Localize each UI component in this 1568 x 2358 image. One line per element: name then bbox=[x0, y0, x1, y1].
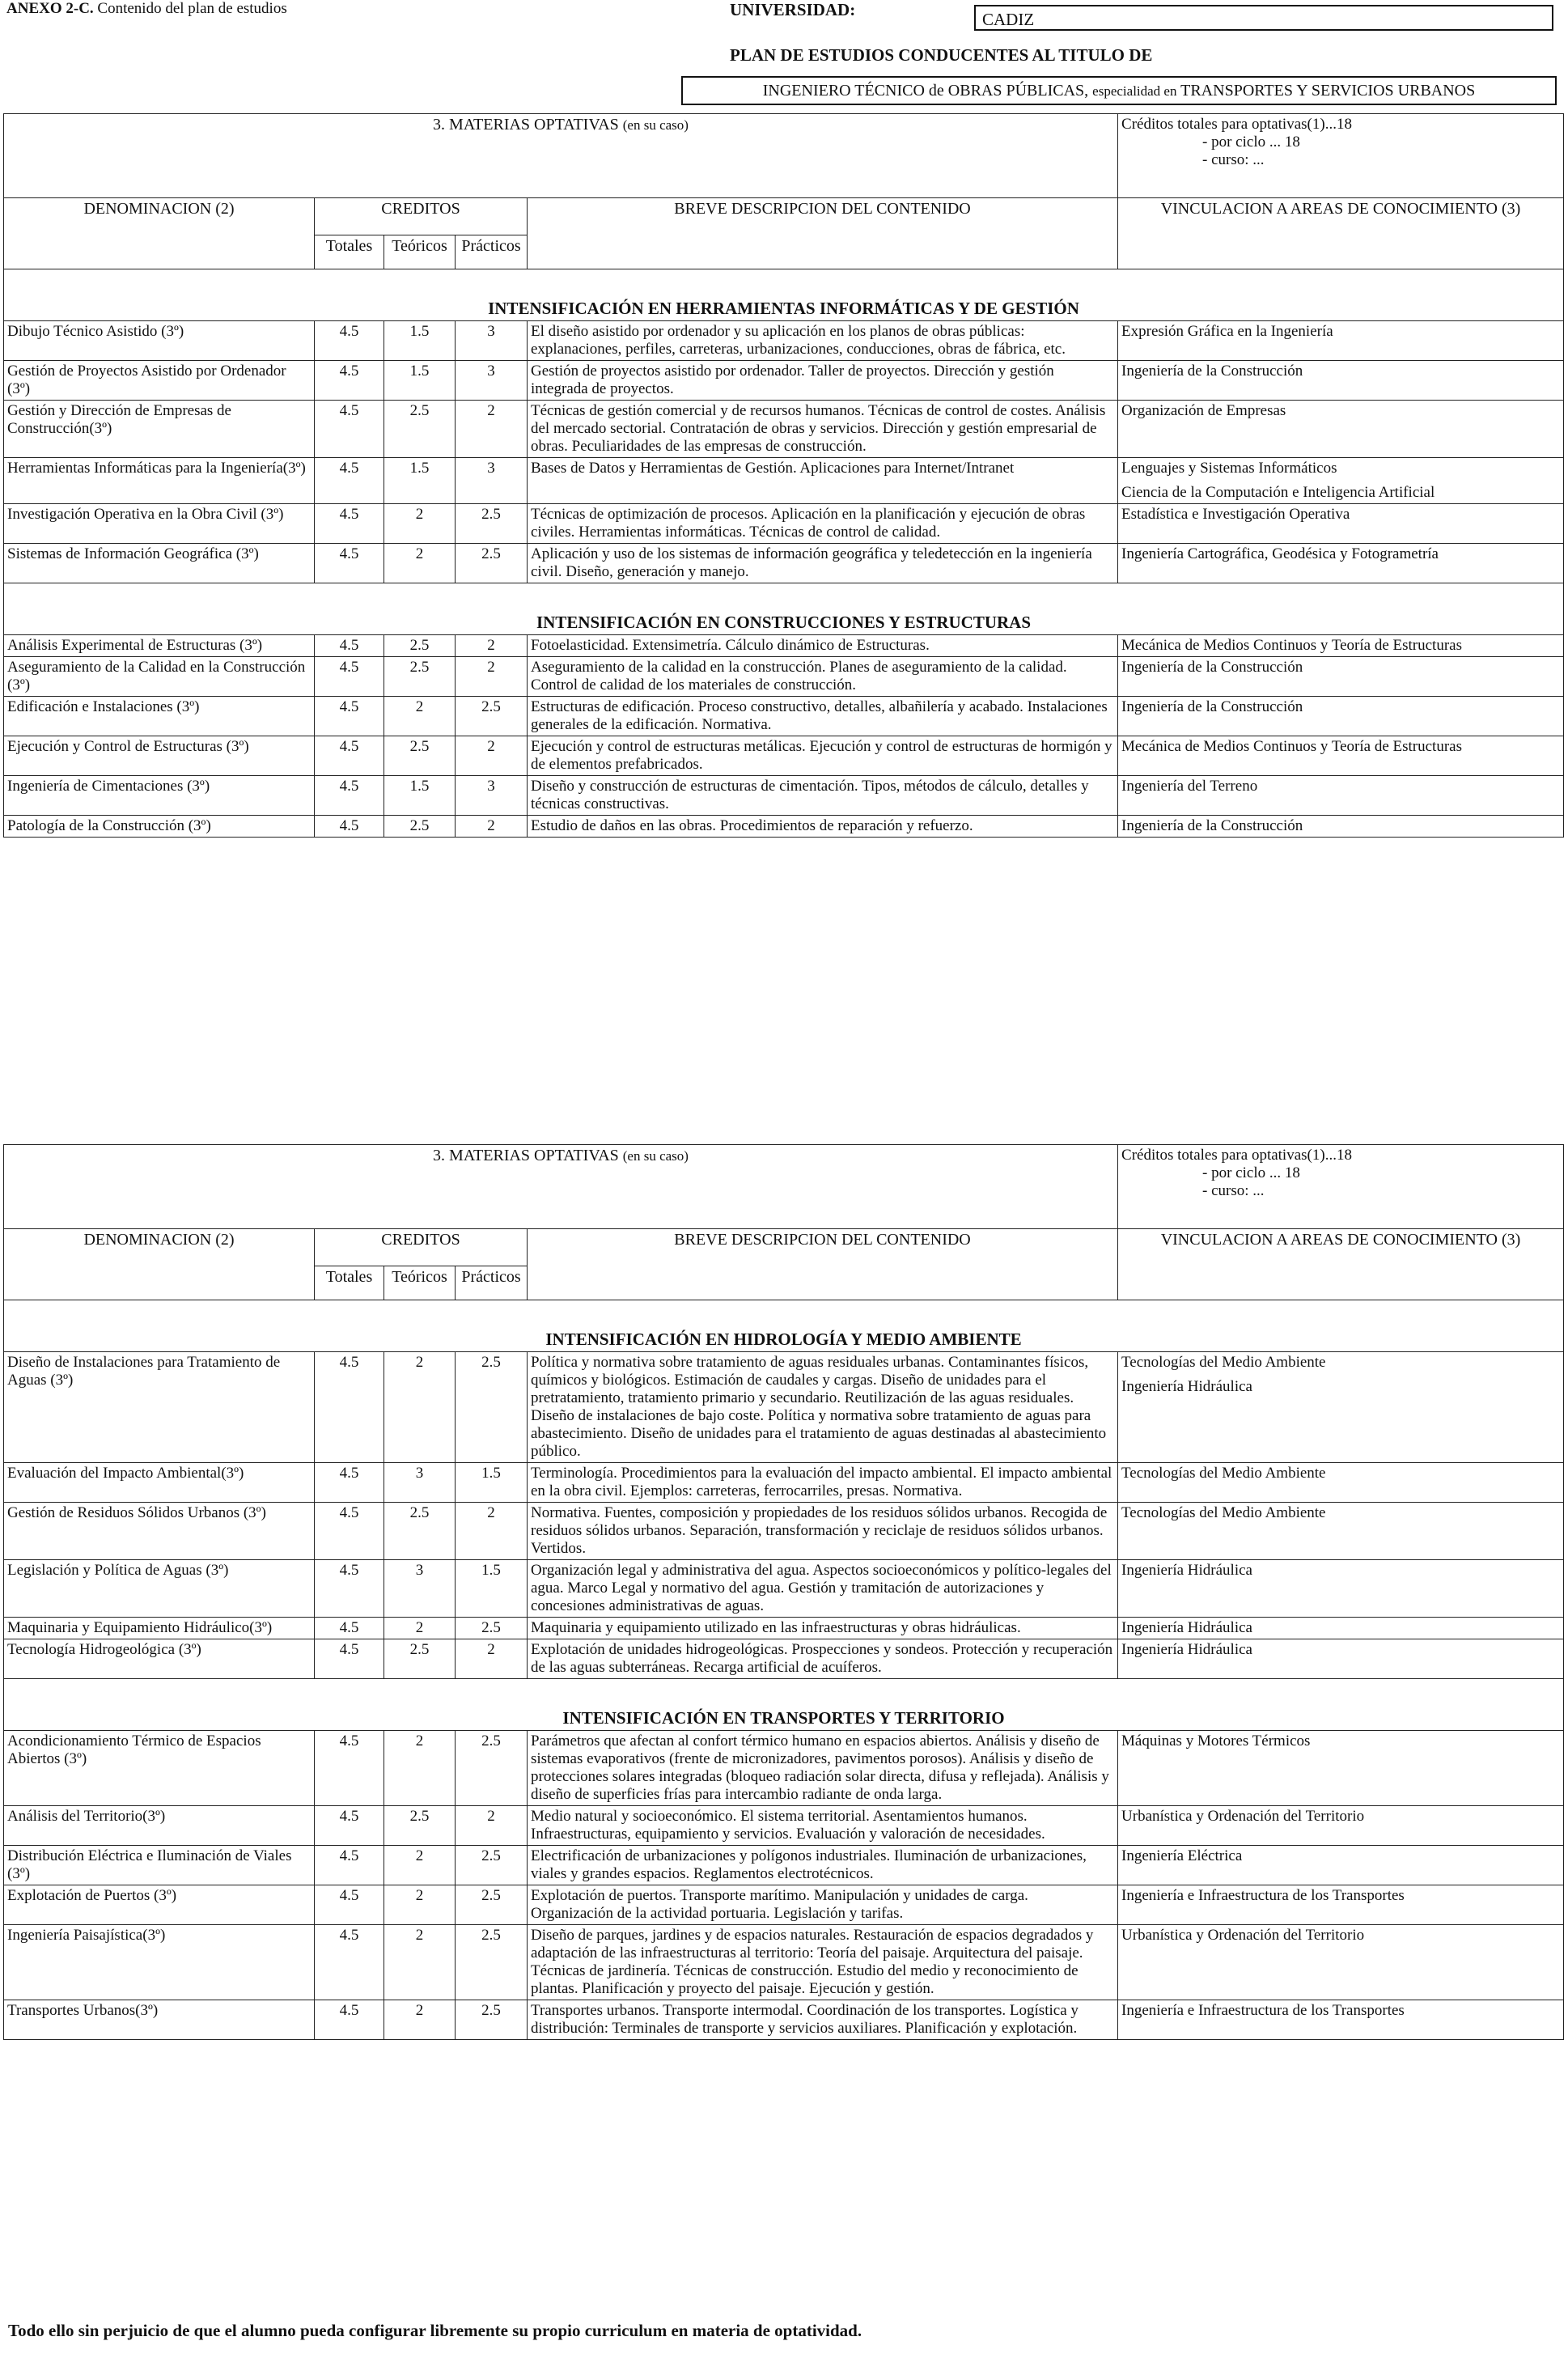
credits-practicos: 3 bbox=[456, 361, 528, 401]
subject-description: Estudio de daños en las obras. Procedimientos de reparación y refuerzo. bbox=[528, 816, 1118, 838]
knowledge-area-cell bbox=[1118, 361, 1564, 401]
knowledge-area-cell bbox=[1118, 1925, 1564, 2000]
subject-description: Diseño de parques, jardines y de espacios naturales. Restauración de espacios degradados y adaptación de las infraestructuras al territorio: Teoría del paisaje. Arquitectura del paisaje. Técnicas de jardinería. Técnicas de construcción. Estudio del medio y reconocimiento de plantas. Planificación y proyecto del paisaje. Ejecución y gestión. bbox=[528, 1925, 1118, 2000]
subject-description: Política y normativa sobre tratamiento de aguas residuales urbanas. Contaminantes físicos, químicos y biológicos. Estimación de caudales y cargas. Diseño de unidades para el pretratamiento, tratamiento primario y secundario. Reutilización de las aguas residuales. Diseño de instalaciones de bajo coste. Política y normativa sobre tratamiento de aguas para abastecimiento. Diseño de unidades para el tratamiento de aguas destinadas al abastecimiento público. bbox=[528, 1352, 1118, 1463]
knowledge-area: Ingeniería del Terreno bbox=[1121, 778, 1258, 795]
knowledge-area: Lenguajes y Sistemas Informáticos bbox=[1121, 460, 1337, 477]
knowledge-area: Mecánica de Medios Continuos y Teoría de Estructuras bbox=[1121, 738, 1462, 755]
credits-totales: 4.5 bbox=[315, 1560, 384, 1618]
credits-practicos: 2 bbox=[456, 635, 528, 657]
col-creditos: CREDITOS bbox=[315, 1229, 528, 1266]
knowledge-area: Ingeniería Eléctrica bbox=[1121, 1847, 1243, 1864]
knowledge-area: Ingeniería Hidráulica bbox=[1121, 1562, 1252, 1579]
subject-description: Aseguramiento de la calidad en la construcción. Planes de aseguramiento de la calidad. Control de calidad de los materiales de construcción. bbox=[528, 657, 1118, 697]
subject-description: Técnicas de gestión comercial y de recursos humanos. Técnicas de control de costes. Análisis del mercado sectorial. Contratación de obras y servicios. Dirección y gestión empresarial de obras. Peculiaridades de las empresas de construcción. bbox=[528, 401, 1118, 458]
credits-info-cell bbox=[1118, 1145, 1564, 1229]
credits-practicos: 2.5 bbox=[456, 2000, 528, 2040]
knowledge-area: Máquinas y Motores Térmicos bbox=[1121, 1732, 1311, 1749]
subject-description: Medio natural y socioeconómico. El sistema territorial. Asentamientos humanos. Infraestructuras, equipamiento y servicios. Evaluación y valoración de necesidades. bbox=[528, 1806, 1118, 1846]
col-creditos: CREDITOS bbox=[315, 198, 528, 235]
subject-name: Edificación e Instalaciones (3º) bbox=[4, 697, 315, 736]
knowledge-area: Estadística e Investigación Operativa bbox=[1121, 506, 1350, 523]
university-value: CADIZ bbox=[982, 10, 1035, 29]
credits-totales: 4.5 bbox=[315, 657, 384, 697]
credits-totales: 4.5 bbox=[315, 1639, 384, 1679]
credits-practicos: 2 bbox=[456, 736, 528, 776]
credits-teoricos: 2 bbox=[384, 2000, 456, 2040]
credits-teoricos: 2.5 bbox=[384, 401, 456, 458]
credits-totales: 4.5 bbox=[315, 697, 384, 736]
annex-subtitle: Contenido del plan de estudios bbox=[97, 0, 287, 17]
knowledge-area-cell bbox=[1118, 635, 1564, 657]
section-heading: INTENSIFICACIÓN EN HIDROLOGÍA Y MEDIO AMBIENTE bbox=[4, 1300, 1564, 1352]
knowledge-area-cell bbox=[1118, 1731, 1564, 1806]
subject-name: Maquinaria y Equipamiento Hidráulico(3º) bbox=[4, 1618, 315, 1639]
knowledge-area: Organización de Empresas bbox=[1121, 402, 1286, 419]
knowledge-area-cell bbox=[1118, 2000, 1564, 2040]
credits-course: - curso: ... bbox=[1202, 151, 1265, 168]
credits-teoricos: 2 bbox=[384, 1618, 456, 1639]
subject-name: Análisis del Territorio(3º) bbox=[4, 1806, 315, 1846]
subject-name: Análisis Experimental de Estructuras (3º) bbox=[4, 635, 315, 657]
credits-totales: 4.5 bbox=[315, 1463, 384, 1503]
knowledge-area: Ingeniería Hidráulica bbox=[1121, 1641, 1252, 1658]
col-teoricos: Teóricos bbox=[384, 1266, 456, 1300]
credits-totales: 4.5 bbox=[315, 1925, 384, 2000]
subject-description: Parámetros que afectan al confort térmico humano en espacios abiertos. Análisis y diseño de sistemas evaporativos (frente de micronizadores, pavimentos porosos). Análisis y diseño de protecciones solares integradas (bloqueo radiación solar directa, difusa y reflejada). Análisis y diseño de superficies frías para intercambio radiante de onda larga. bbox=[528, 1731, 1118, 1806]
table-row bbox=[4, 1560, 1564, 1618]
credits-practicos: 2.5 bbox=[456, 697, 528, 736]
subject-description: Explotación de unidades hidrogeológicas. Prospecciones y sondeos. Protección y recuperación de las aguas subterráneas. Recarga artificial de acuíferos. bbox=[528, 1639, 1118, 1679]
credits-practicos: 2 bbox=[456, 401, 528, 458]
subject-name: Legislación y Política de Aguas (3º) bbox=[4, 1560, 315, 1618]
credits-practicos: 2 bbox=[456, 1639, 528, 1679]
subject-description: Gestión de proyectos asistido por ordenador. Taller de proyectos. Dirección y gestión integrada de proyectos. bbox=[528, 361, 1118, 401]
subject-name: Investigación Operativa en la Obra Civil (3º) bbox=[4, 504, 315, 544]
col-practicos: Prácticos bbox=[456, 235, 528, 269]
subject-description: Bases de Datos y Herramientas de Gestión. Aplicaciones para Internet/Intranet bbox=[528, 458, 1118, 504]
credits-teoricos: 2.5 bbox=[384, 657, 456, 697]
subject-name: Aseguramiento de la Calidad en la Construcción (3º) bbox=[4, 657, 315, 697]
table-row bbox=[4, 635, 1564, 657]
section-heading: INTENSIFICACIÓN EN TRANSPORTES Y TERRITORIO bbox=[4, 1679, 1564, 1731]
knowledge-area-cell bbox=[1118, 1463, 1564, 1503]
credits-totales: 4.5 bbox=[315, 736, 384, 776]
credits-practicos: 2.5 bbox=[456, 1731, 528, 1806]
subject-description: Transportes urbanos. Transporte intermodal. Coordinación de los transportes. Logística y distribución: Terminales de transporte y servicios auxiliares. Planificación y explotación. bbox=[528, 2000, 1118, 2040]
table-row bbox=[4, 2000, 1564, 2040]
subject-description: Terminología. Procedimientos para la evaluación del impacto ambiental. El impacto ambiental en la obra civil. Ejemplos: carreteras, ferrocarriles, presas. Normativa. bbox=[528, 1463, 1118, 1503]
subject-name: Tecnología Hidrogeológica (3º) bbox=[4, 1639, 315, 1679]
credits-teoricos: 2 bbox=[384, 544, 456, 583]
credits-totales: 4.5 bbox=[315, 1846, 384, 1885]
knowledge-area-cell bbox=[1118, 657, 1564, 697]
credits-totales: 4.5 bbox=[315, 1618, 384, 1639]
knowledge-area: Ingeniería de la Construcción bbox=[1121, 363, 1303, 380]
table-row bbox=[4, 1885, 1564, 1925]
credits-totales: 4.5 bbox=[315, 544, 384, 583]
degree-spec: especialidad en bbox=[1092, 83, 1177, 99]
credits-course: - curso: ... bbox=[1202, 1182, 1265, 1199]
knowledge-area: Tecnologías del Medio Ambiente bbox=[1121, 1504, 1326, 1521]
credits-teoricos: 2 bbox=[384, 1846, 456, 1885]
knowledge-area-cell bbox=[1118, 1352, 1564, 1463]
table-row bbox=[4, 1806, 1564, 1846]
credits-totales: 4.5 bbox=[315, 1352, 384, 1463]
credits-practicos: 3 bbox=[456, 321, 528, 361]
subject-description: Electrificación de urbanizaciones y polígonos industriales. Iluminación de urbanizaciones, viales y grandes espacios. Reglamentos electrotécnicos. bbox=[528, 1846, 1118, 1885]
credits-teoricos: 2.5 bbox=[384, 635, 456, 657]
credits-teoricos: 2.5 bbox=[384, 1503, 456, 1560]
subject-name: Gestión de Residuos Sólidos Urbanos (3º) bbox=[4, 1503, 315, 1560]
section-title: 3. MATERIAS OPTATIVAS bbox=[433, 116, 619, 134]
credits-totales: 4.5 bbox=[315, 401, 384, 458]
knowledge-area: Tecnologías del Medio Ambiente bbox=[1121, 1465, 1326, 1482]
knowledge-area-cell bbox=[1118, 1806, 1564, 1846]
subject-name: Distribución Eléctrica e Iluminación de Viales (3º) bbox=[4, 1846, 315, 1885]
col-totales: Totales bbox=[315, 1266, 384, 1300]
section-heading: INTENSIFICACIÓN EN HERRAMIENTAS INFORMÁTICAS Y DE GESTIÓN bbox=[4, 269, 1564, 321]
credits-practicos: 2 bbox=[456, 1503, 528, 1560]
knowledge-area-cell bbox=[1118, 736, 1564, 776]
credits-teoricos: 2 bbox=[384, 697, 456, 736]
subject-name: Herramientas Informáticas para la Ingeniería(3º) bbox=[4, 458, 315, 504]
knowledge-area: Urbanística y Ordenación del Territorio bbox=[1121, 1927, 1365, 1944]
optativas-table-2 bbox=[3, 1144, 1564, 2040]
table-row bbox=[4, 1846, 1564, 1885]
knowledge-area-cell bbox=[1118, 1846, 1564, 1885]
subject-description: Maquinaria y equipamiento utilizado en las infraestructuras y obras hidráulicas. bbox=[528, 1618, 1118, 1639]
credits-practicos: 3 bbox=[456, 458, 528, 504]
credits-total: Créditos totales para optativas(1)...18 bbox=[1121, 1147, 1352, 1164]
credits-total: Créditos totales para optativas(1)...18 bbox=[1121, 116, 1352, 133]
credits-info-cell bbox=[1118, 114, 1564, 198]
table-row bbox=[4, 1731, 1564, 1806]
table-block-1 bbox=[3, 113, 1563, 838]
knowledge-area-cell bbox=[1118, 504, 1564, 544]
credits-practicos: 2.5 bbox=[456, 1885, 528, 1925]
university-value-box bbox=[974, 5, 1553, 31]
table-row bbox=[4, 776, 1564, 816]
col-denominacion: DENOMINACION (2) bbox=[4, 198, 315, 269]
credits-teoricos: 2 bbox=[384, 1885, 456, 1925]
knowledge-area-cell bbox=[1118, 1503, 1564, 1560]
table-row bbox=[4, 1352, 1564, 1463]
knowledge-area: Mecánica de Medios Continuos y Teoría de Estructuras bbox=[1121, 637, 1462, 654]
knowledge-area-cell bbox=[1118, 1885, 1564, 1925]
credits-teoricos: 3 bbox=[384, 1560, 456, 1618]
credits-teoricos: 2.5 bbox=[384, 736, 456, 776]
table-row bbox=[4, 544, 1564, 583]
subject-description: Técnicas de optimización de procesos. Aplicación en la planificación y ejecución de obras civiles. Herramientas informáticas. Técnicas de control de calidad. bbox=[528, 504, 1118, 544]
section-row bbox=[4, 583, 1564, 635]
credits-practicos: 2.5 bbox=[456, 544, 528, 583]
credits-practicos: 2.5 bbox=[456, 1352, 528, 1463]
credits-teoricos: 2 bbox=[384, 1731, 456, 1806]
credits-totales: 4.5 bbox=[315, 635, 384, 657]
table-row bbox=[4, 1925, 1564, 2000]
knowledge-area-cell bbox=[1118, 1639, 1564, 1679]
credits-totales: 4.5 bbox=[315, 2000, 384, 2040]
credits-practicos: 2.5 bbox=[456, 504, 528, 544]
subject-description: Ejecución y control de estructuras metálicas. Ejecución y control de estructuras de hormigón y de elementos prefabricados. bbox=[528, 736, 1118, 776]
subject-name: Ingeniería de Cimentaciones (3º) bbox=[4, 776, 315, 816]
subject-description: Fotoelasticidad. Extensimetría. Cálculo dinámico de Estructuras. bbox=[528, 635, 1118, 657]
plan-title: PLAN DE ESTUDIOS CONDUCENTES AL TITULO DE bbox=[730, 45, 1153, 65]
section-title-note: (en su caso) bbox=[622, 117, 689, 133]
section-row bbox=[4, 269, 1564, 321]
credits-practicos: 2.5 bbox=[456, 1925, 528, 2000]
credits-totales: 4.5 bbox=[315, 458, 384, 504]
table-row bbox=[4, 736, 1564, 776]
section-title-note: (en su caso) bbox=[622, 1148, 689, 1164]
credits-teoricos: 2.5 bbox=[384, 816, 456, 838]
credits-teoricos: 1.5 bbox=[384, 321, 456, 361]
knowledge-area: Ingeniería e Infraestructura de los Transportes bbox=[1121, 2002, 1405, 2019]
credits-practicos: 1.5 bbox=[456, 1560, 528, 1618]
section-title-cell bbox=[4, 114, 1118, 198]
degree-main: INGENIERO TÉCNICO de OBRAS PÚBLICAS, bbox=[762, 82, 1089, 100]
subject-name: Ejecución y Control de Estructuras (3º) bbox=[4, 736, 315, 776]
table-row bbox=[4, 697, 1564, 736]
knowledge-area: Ingeniería e Infraestructura de los Transportes bbox=[1121, 1887, 1405, 1904]
knowledge-area-cell bbox=[1118, 816, 1564, 838]
credits-totales: 4.5 bbox=[315, 1806, 384, 1846]
credits-practicos: 2 bbox=[456, 816, 528, 838]
credits-totales: 4.5 bbox=[315, 1885, 384, 1925]
table-row bbox=[4, 1618, 1564, 1639]
credits-teoricos: 1.5 bbox=[384, 776, 456, 816]
knowledge-area: Expresión Gráfica en la Ingeniería bbox=[1121, 323, 1333, 340]
section-title: 3. MATERIAS OPTATIVAS bbox=[433, 1147, 619, 1164]
subject-name: Patología de la Construcción (3º) bbox=[4, 816, 315, 838]
knowledge-area: Ingeniería de la Construcción bbox=[1121, 659, 1303, 676]
subject-name: Evaluación del Impacto Ambiental(3º) bbox=[4, 1463, 315, 1503]
optativas-table-1 bbox=[3, 113, 1564, 838]
credits-teoricos: 2 bbox=[384, 504, 456, 544]
subject-name: Sistemas de Información Geográfica (3º) bbox=[4, 544, 315, 583]
credits-cycle: - por ciclo ... 18 bbox=[1202, 134, 1300, 151]
credits-cycle: - por ciclo ... 18 bbox=[1202, 1164, 1300, 1181]
credits-teoricos: 1.5 bbox=[384, 458, 456, 504]
table-row bbox=[4, 321, 1564, 361]
subject-name: Gestión de Proyectos Asistido por Ordenador (3º) bbox=[4, 361, 315, 401]
subject-name: Dibujo Técnico Asistido (3º) bbox=[4, 321, 315, 361]
degree-title-box bbox=[681, 76, 1557, 105]
col-teoricos: Teóricos bbox=[384, 235, 456, 269]
knowledge-area-cell bbox=[1118, 1618, 1564, 1639]
credits-totales: 4.5 bbox=[315, 776, 384, 816]
credits-practicos: 2 bbox=[456, 657, 528, 697]
credits-totales: 4.5 bbox=[315, 361, 384, 401]
table-body-1 bbox=[4, 269, 1564, 838]
subject-name: Diseño de Instalaciones para Tratamiento de Aguas (3º) bbox=[4, 1352, 315, 1463]
degree-tail: TRANSPORTES Y SERVICIOS URBANOS bbox=[1180, 82, 1476, 100]
annex-number: ANEXO 2-C. bbox=[6, 0, 94, 17]
credits-totales: 4.5 bbox=[315, 321, 384, 361]
section-title-cell bbox=[4, 1145, 1118, 1229]
credits-teoricos: 2.5 bbox=[384, 1639, 456, 1679]
table-header bbox=[4, 114, 1564, 269]
credits-totales: 4.5 bbox=[315, 816, 384, 838]
annex-heading bbox=[6, 0, 287, 18]
knowledge-area-secondary: Ingeniería Hidráulica bbox=[1121, 1378, 1252, 1395]
col-vinculacion: VINCULACION A AREAS DE CONOCIMIENTO (3) bbox=[1118, 1229, 1564, 1300]
knowledge-area: Ingeniería de la Construcción bbox=[1121, 817, 1303, 834]
credits-totales: 4.5 bbox=[315, 504, 384, 544]
table-row bbox=[4, 504, 1564, 544]
table-row bbox=[4, 401, 1564, 458]
section-row bbox=[4, 1300, 1564, 1352]
subject-description: Diseño y construcción de estructuras de cimentación. Tipos, métodos de cálculo, detalles y técnicas constructivas. bbox=[528, 776, 1118, 816]
credits-teoricos: 3 bbox=[384, 1463, 456, 1503]
knowledge-area: Ingeniería Cartográfica, Geodésica y Fotogrametría bbox=[1121, 545, 1439, 562]
table-row bbox=[4, 1463, 1564, 1503]
table-row bbox=[4, 1503, 1564, 1560]
knowledge-area: Ingeniería Hidráulica bbox=[1121, 1619, 1252, 1636]
subject-name: Acondicionamiento Térmico de Espacios Abiertos (3º) bbox=[4, 1731, 315, 1806]
knowledge-area-cell bbox=[1118, 1560, 1564, 1618]
subject-name: Ingeniería Paisajística(3º) bbox=[4, 1925, 315, 2000]
credits-teoricos: 2 bbox=[384, 1925, 456, 2000]
knowledge-area-cell bbox=[1118, 776, 1564, 816]
subject-name: Gestión y Dirección de Empresas de Construcción(3º) bbox=[4, 401, 315, 458]
university-label: UNIVERSIDAD: bbox=[730, 0, 856, 19]
section-row bbox=[4, 1679, 1564, 1731]
subject-name: Transportes Urbanos(3º) bbox=[4, 2000, 315, 2040]
col-descripcion: BREVE DESCRIPCION DEL CONTENIDO bbox=[528, 198, 1118, 269]
credits-totales: 4.5 bbox=[315, 1731, 384, 1806]
table-header bbox=[4, 1145, 1564, 1300]
table-block-2 bbox=[3, 1144, 1563, 2040]
subject-description: Explotación de puertos. Transporte marítimo. Manipulación y unidades de carga. Organización de la actividad portuaria. Legislación y tarifas. bbox=[528, 1885, 1118, 1925]
subject-name: Explotación de Puertos (3º) bbox=[4, 1885, 315, 1925]
subject-description: El diseño asistido por ordenador y su aplicación en los planos de obras públicas: explanaciones, perfiles, carreteras, urbanizaciones, conducciones, obras de fábrica, etc. bbox=[528, 321, 1118, 361]
col-practicos: Prácticos bbox=[456, 1266, 528, 1300]
table-row bbox=[4, 1639, 1564, 1679]
credits-practicos: 2.5 bbox=[456, 1618, 528, 1639]
section-heading: INTENSIFICACIÓN EN CONSTRUCCIONES Y ESTRUCTURAS bbox=[4, 583, 1564, 635]
credits-practicos: 2.5 bbox=[456, 1846, 528, 1885]
table-row bbox=[4, 816, 1564, 838]
subject-description: Aplicación y uso de los sistemas de información geográfica y teledetección en la ingeniería civil. Diseño, generación y manejo. bbox=[528, 544, 1118, 583]
knowledge-area-secondary: Ciencia de la Computación e Inteligencia Artificial bbox=[1121, 484, 1435, 501]
credits-teoricos: 1.5 bbox=[384, 361, 456, 401]
subject-description: Organización legal y administrativa del agua. Aspectos socioeconómicos y político-legales del agua. Marco Legal y normativo del agua. Gestión y tramitación de autorizaciones y concesiones administrativas de aguas. bbox=[528, 1560, 1118, 1618]
knowledge-area-cell bbox=[1118, 544, 1564, 583]
knowledge-area-cell bbox=[1118, 458, 1564, 504]
table-row bbox=[4, 657, 1564, 697]
subject-description: Normativa. Fuentes, composición y propiedades de los residuos sólidos urbanos. Recogida de residuos sólidos urbanos. Separación, transformación y reciclaje de residuos sólidos urbanos. Vertidos. bbox=[528, 1503, 1118, 1560]
col-descripcion: BREVE DESCRIPCION DEL CONTENIDO bbox=[528, 1229, 1118, 1300]
col-vinculacion: VINCULACION A AREAS DE CONOCIMIENTO (3) bbox=[1118, 198, 1564, 269]
knowledge-area-cell bbox=[1118, 697, 1564, 736]
subject-description: Estructuras de edificación. Proceso constructivo, detalles, albañilería y acabado. Instalaciones generales de la edificación. Normativa. bbox=[528, 697, 1118, 736]
knowledge-area: Ingeniería de la Construcción bbox=[1121, 698, 1303, 715]
credits-practicos: 3 bbox=[456, 776, 528, 816]
footer-note: Todo ello sin perjuicio de que el alumno pueda configurar libremente su propio curriculum en materia de optatividad. bbox=[8, 2321, 862, 2340]
col-totales: Totales bbox=[315, 235, 384, 269]
credits-practicos: 2 bbox=[456, 1806, 528, 1846]
knowledge-area: Urbanística y Ordenación del Territorio bbox=[1121, 1808, 1365, 1825]
table-row bbox=[4, 361, 1564, 401]
table-row bbox=[4, 458, 1564, 504]
credits-teoricos: 2.5 bbox=[384, 1806, 456, 1846]
credits-totales: 4.5 bbox=[315, 1503, 384, 1560]
col-denominacion: DENOMINACION (2) bbox=[4, 1229, 315, 1300]
knowledge-area-cell bbox=[1118, 321, 1564, 361]
credits-teoricos: 2 bbox=[384, 1352, 456, 1463]
table-body-2 bbox=[4, 1300, 1564, 2040]
knowledge-area-cell bbox=[1118, 401, 1564, 458]
credits-practicos: 1.5 bbox=[456, 1463, 528, 1503]
knowledge-area: Tecnologías del Medio Ambiente bbox=[1121, 1354, 1326, 1371]
